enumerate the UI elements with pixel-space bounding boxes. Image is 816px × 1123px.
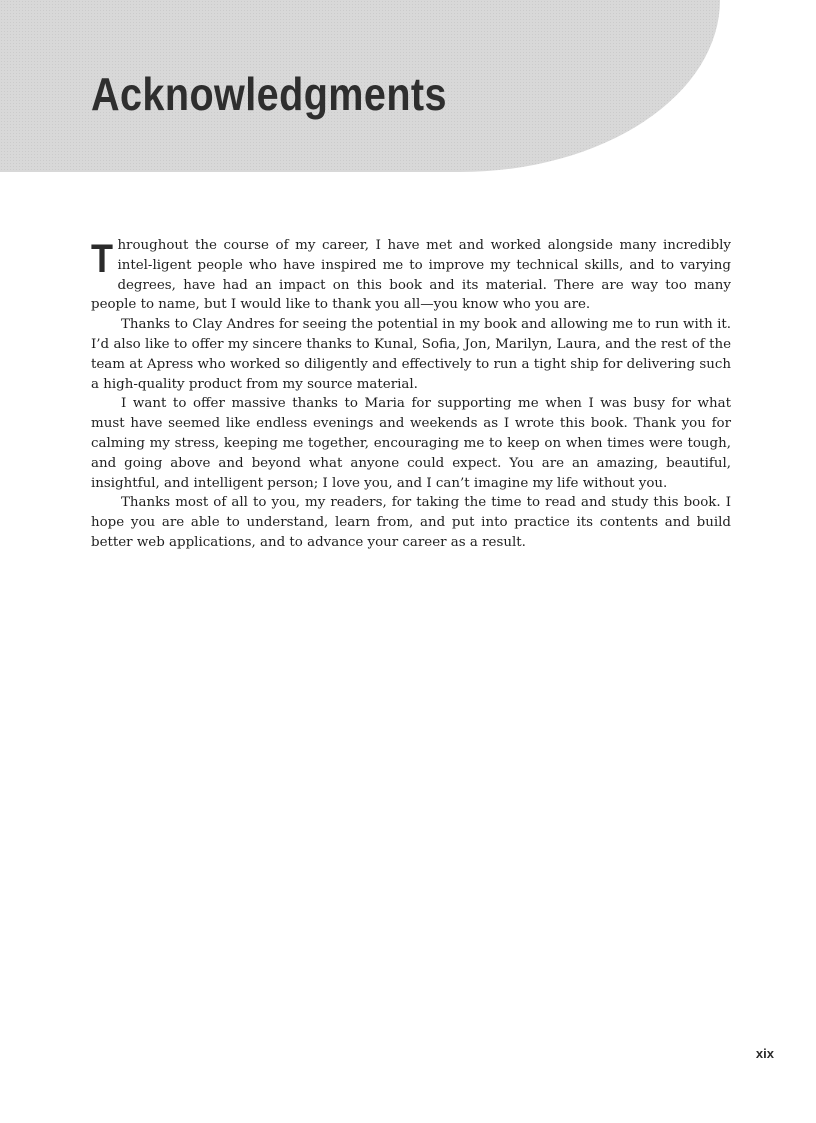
paragraph-1: [91, 236, 731, 315]
paragraph-3: I want to offer massive thanks to Maria for supporting me when I was busy for what must have seemed like endless evenings and weekends as I wrote this book. Thank you for calming my stress, keeping me together, encouraging me to keep on when times were tough, and going above and beyond what anyone could expect. You are an amazing, beautiful, insightful, and intelligent person; I love you, and I can’t imagine my life without you.: [91, 396, 731, 491]
page-number: xix: [755, 1046, 774, 1061]
paragraph-4: Thanks most of all to you, my readers, for taking the time to read and study this book. I hope you are able to understand, learn from, and put into practice its contents and build better web applications, and to advance your career as a result.: [91, 495, 731, 550]
paragraph-2: Thanks to Clay Andres for seeing the potential in my book and allowing me to run with it. I’d also like to offer my sincere thanks to Kunal, Sofia, Jon, Marilyn, Laura, and the rest of the team at Apress who worked so diligently and effectively to run a tight ship for delivering such a high-quality product from my source material.: [91, 317, 731, 392]
acknowledgments-body: [91, 236, 731, 553]
drop-cap: T: [91, 237, 113, 281]
paragraph-1-text: hroughout the course of my career, I have met and worked alongside many incredibly intel-ligent people who have inspired me to improve my technical skills, and to varying degrees, have had an impact on this book and its material. There are way too many people to name, but I would like to thank you all—you know who you are.: [91, 238, 731, 313]
chapter-title: Acknowledgments: [91, 68, 447, 120]
